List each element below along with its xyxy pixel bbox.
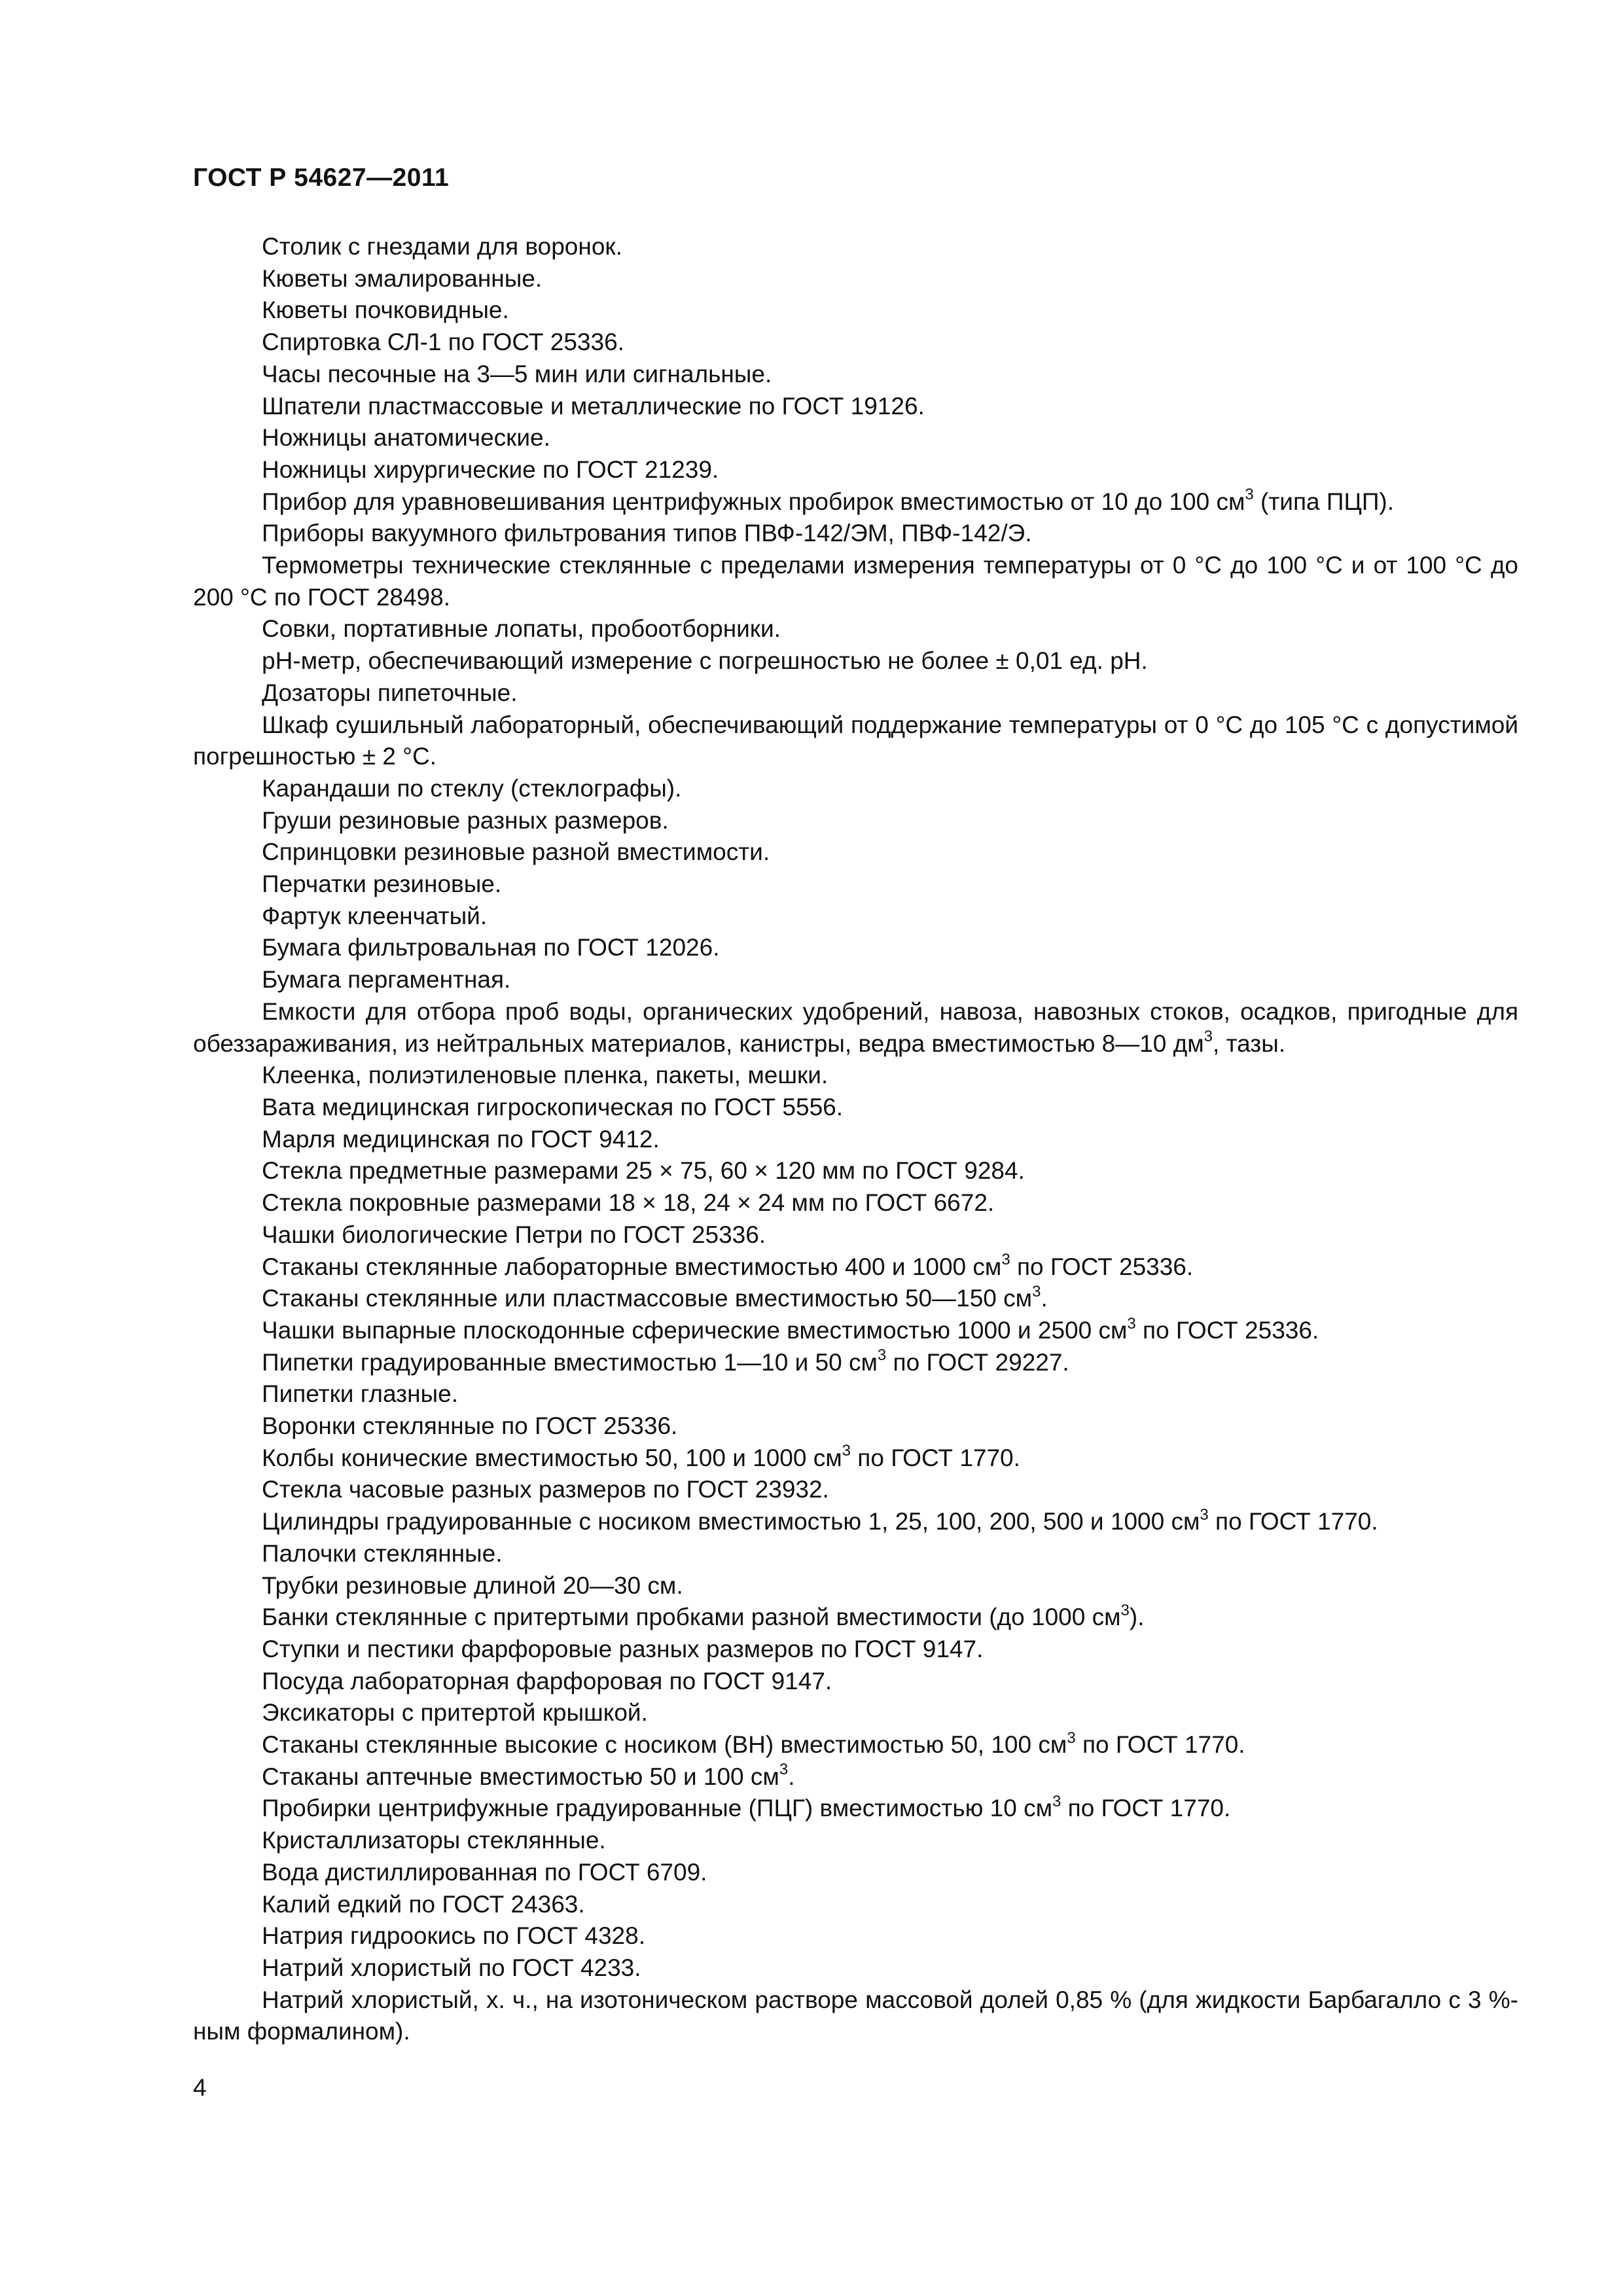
list-item: [193, 1984, 1518, 2048]
list-item: [193, 805, 1518, 837]
list-item: [193, 709, 1518, 773]
list-item: [193, 391, 1518, 423]
list-item: [193, 677, 1518, 709]
list-item: [193, 327, 1518, 359]
list-item: [193, 1347, 1518, 1379]
list-item-text: Кюветы эмалированные.: [262, 264, 543, 292]
list-item: [193, 1315, 1518, 1347]
list-item-text: Эксикаторы с притертой крышкой.: [262, 1699, 648, 1727]
list-item: [193, 1857, 1518, 1889]
list-item: [193, 1952, 1518, 1984]
list-item-text: Вата медицинская гигроскопическая по ГОСТ 5556.: [262, 1093, 844, 1121]
list-item: [193, 1920, 1518, 1952]
list-item: [193, 836, 1518, 869]
list-item: [193, 1187, 1518, 1219]
list-item-text-tail: по ГОСТ 25336.: [1135, 1316, 1319, 1344]
list-item: [193, 1506, 1518, 1538]
list-item-text: Шкаф сушильный лабораторный, обеспечивающий поддержание температуры от 0 °С до 105 °С с допустимой погрешностью ± 2 °С.: [193, 711, 1518, 770]
list-item: [193, 1378, 1518, 1410]
list-item-text: Стекла покровные размерами 18 × 18, 24 × 24 мм по ГОСТ 6672.: [262, 1189, 995, 1217]
list-item: [193, 263, 1518, 295]
page-number: 4: [193, 2074, 207, 2101]
list-item: [193, 518, 1518, 550]
list-item-text: Дозаторы пипеточные.: [262, 679, 518, 706]
list-item-text: pH-метр, обеспечивающий измерение с погрешностью не более ± 0,01 ед. pH.: [262, 647, 1148, 675]
list-item: [193, 1729, 1518, 1761]
list-item: [193, 1570, 1518, 1602]
list-item: [193, 359, 1518, 391]
list-item-text-tail: по ГОСТ 1770.: [851, 1444, 1020, 1471]
list-item-text: Чашки выпарные плоскодонные сферические вместимостью 1000 и 2500 см: [262, 1316, 1128, 1344]
list-item-text-tail: по ГОСТ 1770.: [1075, 1731, 1245, 1759]
superscript: 3: [1200, 1505, 1209, 1524]
list-item-text: Фартук клеенчатый.: [262, 902, 488, 929]
list-item-text: Стекла предметные размерами 25 × 75, 60 × 120 мм по ГОСТ 9284.: [262, 1157, 1025, 1185]
list-item: [193, 454, 1518, 486]
list-item-text: Банки стеклянные с притертыми пробками разной вместимости (до 1000 см: [262, 1604, 1121, 1631]
list-item-text: Стекла часовые разных размеров по ГОСТ 23932.: [262, 1476, 829, 1503]
superscript: 3: [842, 1442, 851, 1460]
list-item-text: Цилиндры градуированные с носиком вместимостью 1, 25, 100, 200, 500 и 1000 см: [262, 1508, 1200, 1535]
list-item-text: Емкости для отбора проб воды, органических удобрений, навоза, навозных стоков, осадков, пригодные для обеззараживания, из нейтральных материалов, канистры, ведра вместимостью 8—10 дм: [193, 997, 1518, 1057]
superscript: 3: [779, 1761, 789, 1779]
list-item-text-tail: по ГОСТ 1770.: [1061, 1795, 1231, 1822]
list-item: [193, 1124, 1518, 1156]
list-item-text: Палочки стеклянные.: [262, 1539, 503, 1567]
list-item: [193, 1443, 1518, 1475]
list-item-text: Стаканы стеклянные высокие с носиком (ВН) вместимостью 50, 100 см: [262, 1731, 1067, 1759]
list-item: [193, 613, 1518, 645]
list-item-text: Груши резиновые разных размеров.: [262, 806, 669, 834]
list-item-text-tail: по ГОСТ 1770.: [1208, 1508, 1378, 1535]
list-item: [193, 1219, 1518, 1251]
list-item-text: Пробирки центрифужные градуированные (ПЦГ) вместимостью 10 см: [262, 1795, 1053, 1822]
list-item-text-tail: .: [788, 1763, 795, 1790]
list-item: [193, 422, 1518, 454]
list-item-text: Ступки и пестики фарфоровые разных размеров по ГОСТ 9147.: [262, 1635, 984, 1662]
list-item-text: Перчатки резиновые.: [262, 870, 502, 898]
list-item: [193, 1251, 1518, 1283]
list-item: [193, 550, 1518, 613]
superscript: 3: [1127, 1314, 1136, 1333]
list-item: [193, 1092, 1518, 1124]
list-item-text: Ножницы анатомические.: [262, 424, 550, 452]
list-item: [193, 1697, 1518, 1729]
list-item: [193, 1060, 1518, 1092]
list-item-text-tail: .: [1041, 1285, 1048, 1312]
list-item-text: Столик с гнездами для воронок.: [262, 233, 622, 260]
list-item-text-tail: (типа ПЦП).: [1253, 488, 1395, 515]
list-item-text: Натрий хлористый по ГОСТ 4233.: [262, 1954, 641, 1981]
list-item: [193, 1666, 1518, 1698]
list-item-text: Чашки биологические Петри по ГОСТ 25336.: [262, 1221, 766, 1248]
list-item: [193, 1283, 1518, 1315]
list-item-text: Колбы конические вместимостью 50, 100 и 1000 см: [262, 1444, 842, 1471]
list-item-text: Бумага пергаментная.: [262, 966, 511, 994]
list-item-text: Кюветы почковидные.: [262, 296, 509, 324]
list-item-text: Клеенка, полиэтиленовые пленка, пакеты, мешки.: [262, 1062, 829, 1089]
list-item-text: Трубки резиновые длиной 20—30 см.: [262, 1571, 683, 1599]
list-item: [193, 1410, 1518, 1443]
list-item: [193, 1634, 1518, 1666]
superscript: 3: [1120, 1601, 1130, 1619]
list-item-text: Стаканы стеклянные или пластмассовые вместимостью 50—150 см: [262, 1285, 1033, 1312]
list-item-text: Термометры технические стеклянные с пределами измерения температуры от 0 °С до 100 °С и от 100 °С до 200 °С по ГОСТ 28498.: [193, 552, 1518, 611]
list-item-text: Карандаши по стеклу (стеклографы).: [262, 774, 682, 802]
list-item: [193, 231, 1518, 263]
list-item-text-tail: ).: [1129, 1604, 1145, 1631]
list-item: [193, 295, 1518, 327]
superscript: 3: [877, 1346, 887, 1365]
list-item-text: Калий едкий по ГОСТ 24363.: [262, 1890, 585, 1918]
list-item-text: Ножницы хирургические по ГОСТ 21239.: [262, 456, 719, 483]
superscript: 3: [1245, 486, 1254, 504]
list-item-text: Посуда лабораторная фарфоровая по ГОСТ 9147.: [262, 1667, 832, 1695]
list-item: [193, 996, 1518, 1060]
standard-header: ГОСТ Р 54627—2011: [193, 164, 450, 192]
list-item-text: Кристаллизаторы стеклянные.: [262, 1827, 606, 1854]
list-item: [193, 1889, 1518, 1921]
list-item-text: Совки, портативные лопаты, пробоотборники.: [262, 615, 781, 643]
equipment-list: [193, 231, 1518, 2048]
list-item-text: Часы песочные на 3—5 мин или сигнальные.: [262, 360, 772, 387]
superscript: 3: [1032, 1282, 1041, 1300]
list-item: [193, 773, 1518, 805]
list-item: [193, 901, 1518, 933]
superscript: 3: [1204, 1028, 1213, 1046]
list-item-text-tail: , тазы.: [1213, 1030, 1286, 1057]
list-item: [193, 964, 1518, 996]
list-item-text: Пипетки глазные.: [262, 1380, 459, 1408]
superscript: 3: [1067, 1729, 1076, 1747]
list-item: [193, 1761, 1518, 1793]
list-item-text: Стаканы аптечные вместимостью 50 и 100 см: [262, 1763, 779, 1790]
list-item-text: Стаканы стеклянные лабораторные вместимостью 400 и 1000 см: [262, 1253, 1002, 1280]
list-item-text: Вода дистиллированная по ГОСТ 6709.: [262, 1858, 707, 1886]
list-item-text: Шпатели пластмассовые и металлические по ГОСТ 19126.: [262, 392, 925, 420]
list-item-text: Натрий хлористый, х. ч., на изотоническом растворе массовой долей 0,85 % (для жидкости Барбагалло с 3 %-ным формалином).: [193, 1986, 1518, 2045]
list-item: [193, 1793, 1518, 1825]
list-item-text: Натрия гидроокись по ГОСТ 4328.: [262, 1922, 645, 1950]
list-item: [193, 1474, 1518, 1506]
list-item: [193, 1155, 1518, 1187]
list-item-text: Воронки стеклянные по ГОСТ 25336.: [262, 1412, 678, 1440]
list-item-text: Пипетки градуированные вместимостью 1—10 и 50 см: [262, 1348, 878, 1376]
list-item-text: Приборы вакуумного фильтрования типов ПВФ-142/ЭМ, ПВФ-142/Э.: [262, 520, 1032, 547]
list-item-text: Спиртовка СЛ-1 по ГОСТ 25336.: [262, 329, 624, 356]
list-item: [193, 486, 1518, 518]
list-item-text-tail: по ГОСТ 29227.: [886, 1348, 1069, 1376]
list-item-text-tail: по ГОСТ 25336.: [1010, 1253, 1194, 1280]
superscript: 3: [1052, 1793, 1061, 1811]
list-item: [193, 1602, 1518, 1634]
list-item: [193, 1538, 1518, 1570]
list-item: [193, 869, 1518, 901]
list-item-text: Марля медицинская по ГОСТ 9412.: [262, 1125, 660, 1153]
list-item: [193, 645, 1518, 677]
list-item: [193, 1825, 1518, 1857]
list-item-text: Прибор для уравновешивания центрифужных пробирок вместимостью от 10 до 100 см: [262, 488, 1245, 515]
superscript: 3: [1001, 1251, 1010, 1269]
list-item-text: Бумага фильтровальная по ГОСТ 12026.: [262, 934, 720, 961]
list-item: [193, 932, 1518, 964]
list-item-text: Спринцовки резиновые разной вместимости.: [262, 838, 770, 866]
